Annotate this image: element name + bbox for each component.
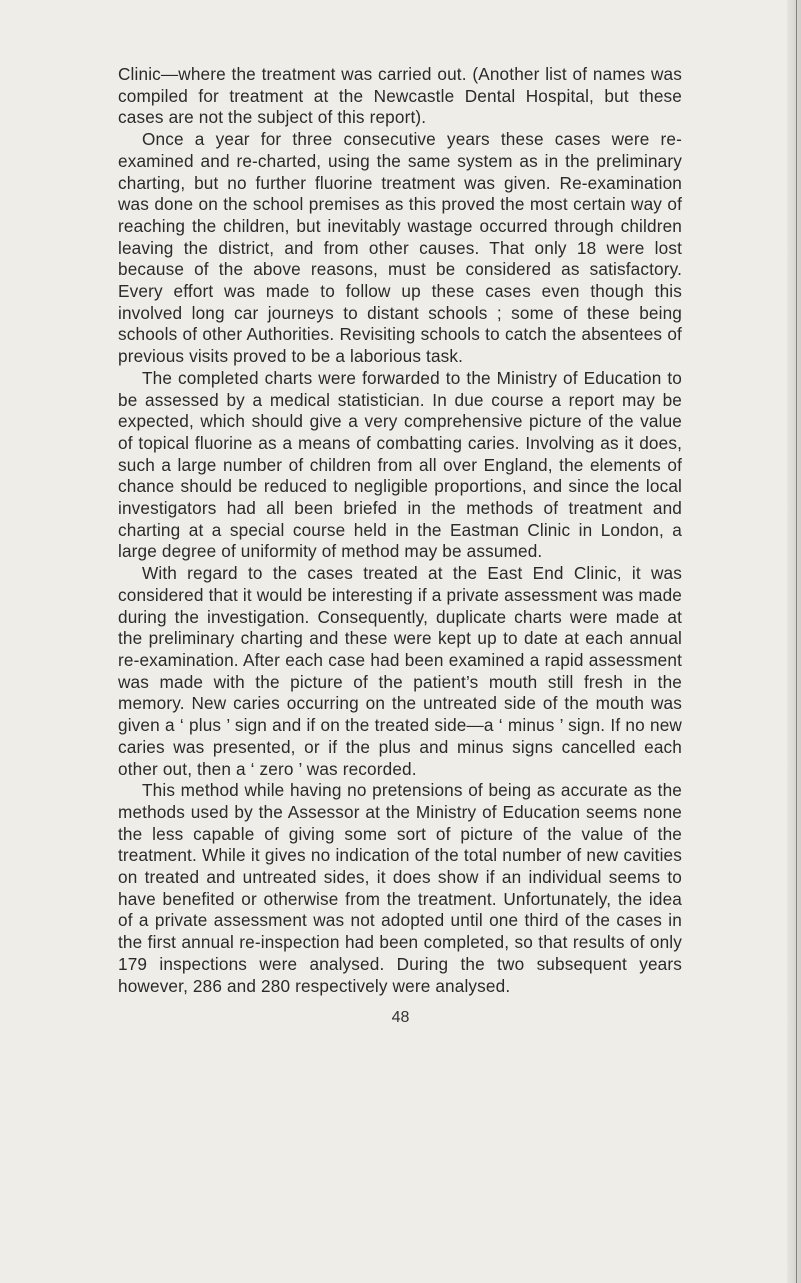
paragraph-4: With regard to the cases treated at the East End Clinic, it was considered that it would be interesting if a private assessment was made during the investigation. Consequently, duplicate charts were made at the preliminary charting and these were kept up to date at each annual re-examination. After each case had been examined a rapid assessment was made with the picture of the patient’s mouth still fresh in the memory. New caries occurring on the untreated side of the mouth was given a ‘ plus ’ sign and if on the treated side—a ‘ minus ’ sign. If no new caries was presented, or if the plus and minus signs cancelled each other out, then a ‘ zero ’ was recorded. [118, 563, 682, 779]
paragraph-1: Clinic—where the treatment was carried out. (Another list of names was compiled for treatment at the Newcastle Dental Hospital, but these cases are not the subject of this report). [118, 64, 682, 128]
page-number: 48 [391, 1009, 410, 1026]
paragraph-3: The completed charts were forwarded to the Ministry of Education to be assessed by a medical statistician. In due course a report may be expected, which should give a very comprehensive picture of the value of topical fluorine as a means of combatting caries. Involving as it does, such a large number of children from all over England, the elements of chance should be reduced to negligible proportions, and since the local investigators had all been briefed in the methods of treatment and charting at a special course held in the Eastman Clinic in London, a large degree of uniformity of method may be assumed. [118, 367, 682, 562]
paragraph-5: This method while having no pretensions of being as accurate as the methods used by the Assessor at the Ministry of Education seems none the less capable of giving some sort of picture of the value of the treatment. While it gives no indication of the total number of new cavities on treated and untreated sides, it does show if an individual seems to have benefited or otherwise from the treatment. Unfortunately, the idea of a private assessment was not adopted until one third of the cases in the first annual re-inspection had been completed, so that results of only 179 inspections were analysed. During the two subsequent years however, 286 and 280 respectively were analysed. [118, 780, 682, 996]
body-text [118, 64, 682, 997]
page-edge [787, 0, 801, 1283]
paragraph-2: Once a year for three consecutive years these cases were re-examined and re-charted, using the same system as in the preliminary charting, but no further fluorine treatment was given. Re-examination was done on the school premises as this proved the most certain way of reaching the children, but inevitably wastage occurred through children leaving the district, and from other causes. That only 18 were lost because of the above reasons, must be considered as satisfactory. Every effort was made to follow up these cases even though this involved long car journeys to distant schools ; some of these being schools of other Authorities. Revisiting schools to catch the absentees of previous visits proved to be a laborious task. [118, 129, 682, 367]
binding-edge-line [796, 0, 797, 1283]
